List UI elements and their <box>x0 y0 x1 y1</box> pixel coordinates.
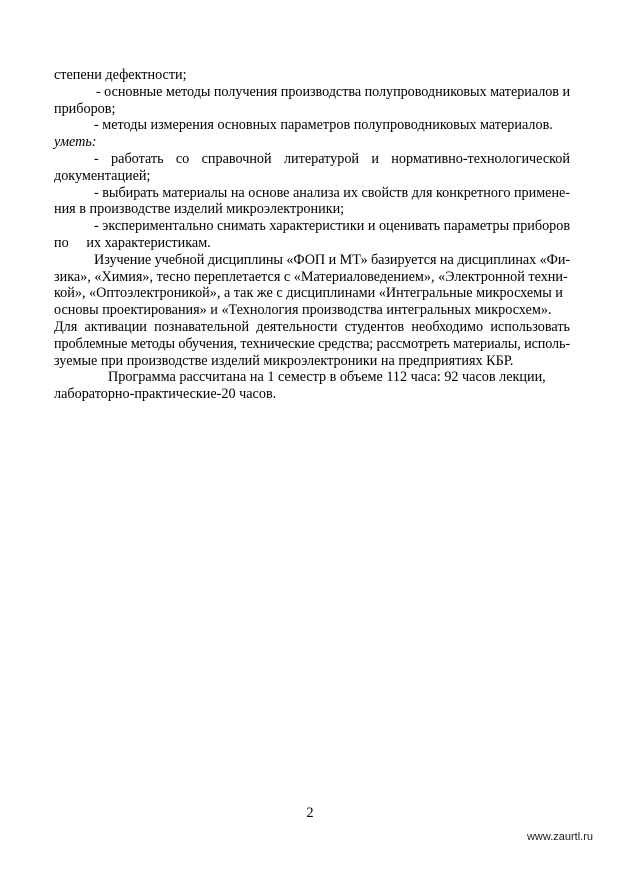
paragraph-line: Программа рассчитана на 1 семестр в объеме 112 часа: 92 часов лекции, <box>108 369 546 386</box>
paragraph-line: лабораторно-практические-20 часов. <box>54 386 277 403</box>
text-line: степени дефектности; <box>54 67 187 83</box>
text-line: по их характеристикам. <box>54 234 211 251</box>
list-item: - основные методы получения производства полупроводниковых материалов и <box>96 83 570 100</box>
paragraph-line: проблемные методы обучения, технические средства; рассмотреть материалы, исполь- <box>54 335 571 352</box>
paragraph-line: зика», «Химия», тесно переплетается с «Материаловедением», «Электронной техни- <box>54 268 568 285</box>
text-line: документацией; <box>54 167 151 184</box>
list-item: - методы измерения основных параметров полупроводниковых материалов. <box>94 117 553 134</box>
paragraph-line: основы проектирования» и «Технология производства интегральных микросхем». <box>54 302 552 319</box>
list-item: - выбирать материалы на основе анализа их свойств для конкретного примене- <box>94 184 571 201</box>
paragraph-line: Изучение учебной дисциплины «ФОП и МТ» базируется на дисциплинах «Фи- <box>94 251 571 268</box>
section-label: уметь: <box>54 134 97 151</box>
paragraph-line: кой», «Оптоэлектроникой», а так же с дисциплинами «Интегральные микросхемы и <box>54 285 563 302</box>
paragraph-line: зуемые при производстве изделий микроэлектроники на предприятиях КБР. <box>54 352 514 369</box>
page-number: 2 <box>306 805 314 821</box>
document-body <box>54 67 570 403</box>
text-line: приборов; <box>54 100 116 117</box>
watermark: www.zaurtl.ru <box>526 831 593 843</box>
list-item: - работать со справочной литературой и нормативно-технологической <box>94 150 570 167</box>
paragraph-line: Для активации познавательной деятельности студентов необходимо использовать <box>54 318 570 335</box>
list-item: - экспериментально снимать характеристики и оценивать параметры приборов <box>94 218 571 235</box>
text-line: ния в производстве изделий микроэлектроники; <box>54 201 345 218</box>
